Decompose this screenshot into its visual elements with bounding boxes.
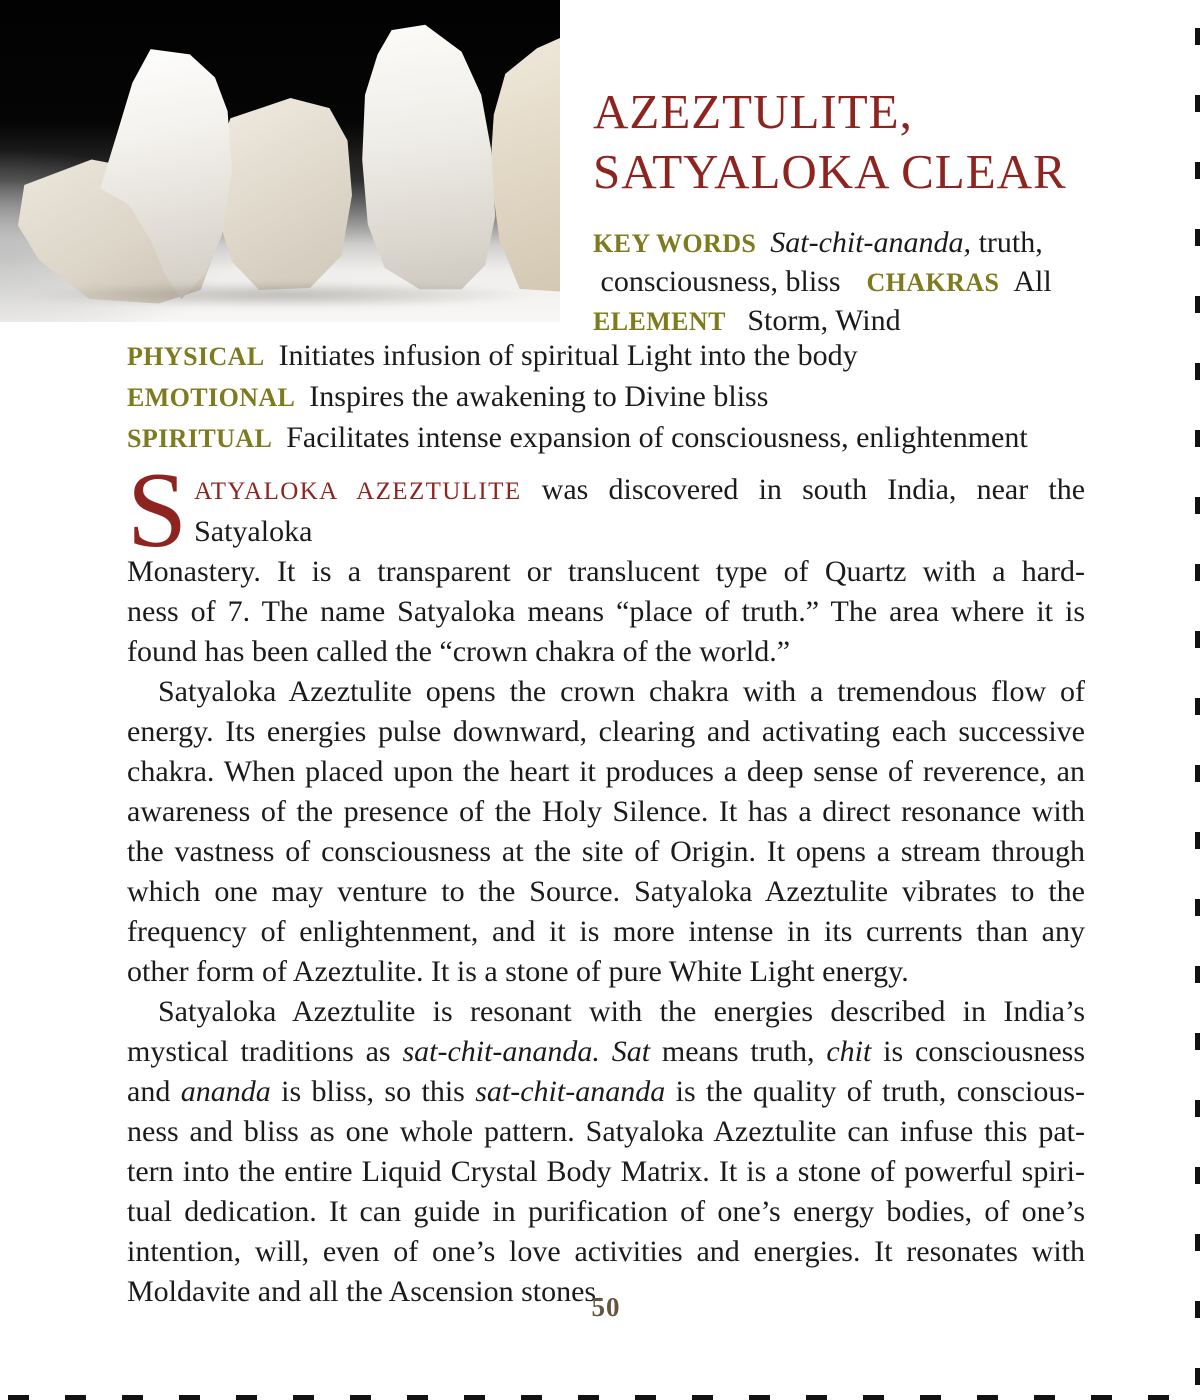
text-run-italic: chit bbox=[826, 1035, 872, 1068]
page-edge-mark bbox=[1195, 1301, 1200, 1318]
text-run-redcaps: ATYALOKA AZEZTULITE bbox=[194, 478, 522, 505]
keywords-block bbox=[593, 224, 1063, 341]
body-line bbox=[127, 1072, 1085, 1112]
text-run: All bbox=[1013, 265, 1052, 298]
body-line bbox=[127, 552, 1085, 592]
text-run: frequency of enlightenment, and it is more intense in its currents than any bbox=[127, 915, 1085, 948]
text-run-label: KEY WORDS bbox=[593, 229, 757, 258]
text-run: Storm, Wind bbox=[739, 304, 901, 337]
page-edge-mark bbox=[920, 1395, 941, 1400]
page-edge-mark bbox=[293, 1395, 314, 1400]
page-edge-mark bbox=[1148, 1395, 1169, 1400]
page-edge-mark bbox=[1195, 229, 1200, 246]
crystal-photo bbox=[0, 0, 560, 322]
paragraph bbox=[127, 451, 1086, 672]
page-edge-mark bbox=[977, 1395, 998, 1400]
page-title-line-2: SATYALOKA CLEAR bbox=[593, 144, 1067, 199]
crystal-shadow bbox=[20, 282, 540, 308]
attribute-label: PHYSICAL bbox=[127, 342, 265, 371]
body-line bbox=[127, 952, 1085, 992]
text-run: consciousness, bliss bbox=[593, 265, 841, 298]
page-edge-mark bbox=[1195, 296, 1200, 313]
body-text bbox=[127, 451, 1086, 1312]
text-run: is consciousness bbox=[871, 1035, 1085, 1068]
text-run: is bliss, so this bbox=[270, 1075, 476, 1108]
text-run: found has been called the “crown chakra of the world.” bbox=[127, 635, 791, 668]
text-run: truth, bbox=[971, 226, 1043, 259]
page-edge-mark bbox=[1195, 765, 1200, 782]
text-run: and bbox=[127, 1075, 181, 1108]
text-run-italic: sat-chit-ananda. Sat bbox=[402, 1035, 651, 1068]
page-edge-mark bbox=[1195, 28, 1200, 45]
page-title bbox=[593, 82, 1153, 202]
page-edge-mark bbox=[578, 1395, 599, 1400]
body-line bbox=[127, 832, 1085, 872]
text-run: Satyaloka Azeztulite is resonant with the energies described in India’s bbox=[158, 995, 1085, 1028]
page-edge-mark bbox=[521, 1395, 542, 1400]
text-run: chakra. When placed upon the heart it produces a deep sense of reverence, an bbox=[127, 755, 1085, 788]
text-run: Moldavite and all the Ascension stones. bbox=[127, 1275, 604, 1308]
text-run: mystical traditions as bbox=[127, 1035, 403, 1068]
page-edge-mark bbox=[122, 1395, 143, 1400]
attribute-text: Initiates infusion of spiritual Light into the body bbox=[278, 339, 858, 372]
attribute-row bbox=[127, 336, 1107, 377]
body-line bbox=[127, 1152, 1085, 1192]
attributes-block bbox=[127, 336, 1107, 459]
page-edge-mark bbox=[1195, 363, 1200, 380]
keywords-line bbox=[593, 224, 1063, 263]
page-edge-mark bbox=[1195, 899, 1200, 916]
page-edge-mark bbox=[1195, 1234, 1200, 1251]
page-edge-mark bbox=[65, 1395, 86, 1400]
crystal-shape-tall-right bbox=[358, 22, 498, 292]
text-run: intention, will, even of one’s love activities and energies. It resonates with bbox=[127, 1235, 1085, 1268]
page-title-line-1: AZEZTULITE, bbox=[593, 84, 913, 139]
paragraph bbox=[127, 992, 1085, 1312]
page-edge-mark bbox=[1195, 832, 1200, 849]
text-run: energy. Its energies pulse downward, clearing and activating each successive bbox=[127, 715, 1085, 748]
text-run: tern into the entire Liquid Crystal Body Matrix. It is a stone of powerful spiri- bbox=[127, 1155, 1085, 1188]
page-edge-mark bbox=[1034, 1395, 1055, 1400]
text-run: tual dedication. It can guide in purification of one’s energy bodies, of one’s bbox=[127, 1195, 1085, 1228]
body-line bbox=[127, 672, 1085, 712]
page-edge-mark bbox=[1195, 1167, 1200, 1184]
text-run-label: CHAKRAS bbox=[866, 268, 1000, 297]
text-run: which one may venture to the Source. Satyaloka Azeztulite vibrates to the bbox=[127, 875, 1085, 908]
text-run: ness of 7. The name Satyaloka means “place of truth.” The area where it is bbox=[127, 595, 1085, 628]
text-run: Satyaloka Azeztulite opens the crown chakra with a tremendous flow of bbox=[158, 675, 1085, 708]
text-run: was discovered in south India, near the Satyaloka bbox=[194, 473, 1086, 548]
page-edge-mark bbox=[464, 1395, 485, 1400]
page-edge-mark bbox=[1195, 631, 1200, 648]
text-run: Monastery. It is a transparent or translucent type of Quartz with a hard- bbox=[127, 555, 1085, 588]
text-run-italic: Sat-chit-ananda, bbox=[770, 226, 972, 259]
page-edge-mark bbox=[236, 1395, 257, 1400]
crystal-shape-far-right bbox=[488, 38, 560, 294]
page-edge-mark bbox=[179, 1395, 200, 1400]
page-number: 50 bbox=[591, 1292, 621, 1322]
text-run: awareness of the presence of the Holy Silence. It has a direct resonance with bbox=[127, 795, 1085, 828]
drop-cap: S bbox=[127, 451, 188, 570]
page-edge-mark bbox=[1195, 95, 1200, 112]
body-line bbox=[127, 992, 1085, 1032]
body-line bbox=[127, 752, 1085, 792]
attribute-text: Inspires the awakening to Divine bliss bbox=[309, 380, 769, 413]
page-edge-mark bbox=[1091, 1395, 1112, 1400]
body-line bbox=[127, 1192, 1085, 1232]
body-line bbox=[127, 792, 1085, 832]
text-run-italic: sat-chit-ananda bbox=[475, 1075, 666, 1108]
page-edge-mark bbox=[1195, 1033, 1200, 1050]
page-edge-mark bbox=[1195, 430, 1200, 447]
page-edge-mark bbox=[407, 1395, 428, 1400]
attribute-label: SPIRITUAL bbox=[127, 424, 273, 453]
page-edge-mark bbox=[806, 1395, 827, 1400]
page-edge-mark bbox=[749, 1395, 770, 1400]
text-run: means truth, bbox=[650, 1035, 827, 1068]
page-edge-mark bbox=[635, 1395, 656, 1400]
body-line bbox=[127, 1232, 1085, 1272]
page-edge-mark bbox=[350, 1395, 371, 1400]
text-run-italic: ananda bbox=[180, 1075, 271, 1108]
text-run-label: ELEMENT bbox=[593, 307, 726, 336]
attribute-text: Facilitates intense expansion of consciousness, enlightenment bbox=[286, 421, 1028, 454]
body-line bbox=[127, 1112, 1085, 1152]
body-line bbox=[127, 632, 1085, 672]
body-line bbox=[127, 872, 1085, 912]
text-run: ness and bliss as one whole pattern. Satyaloka Azeztulite can infuse this pat- bbox=[127, 1115, 1085, 1148]
body-line bbox=[127, 1032, 1085, 1072]
attribute-label: EMOTIONAL bbox=[127, 383, 296, 412]
attribute-row bbox=[127, 418, 1107, 459]
text-run: other form of Azeztulite. It is a stone of pure White Light energy. bbox=[127, 955, 909, 988]
attribute-row bbox=[127, 377, 1107, 418]
text-run: is the quality of truth, conscious- bbox=[665, 1075, 1085, 1108]
body-line bbox=[127, 451, 1086, 570]
page-edge-mark bbox=[8, 1395, 29, 1400]
body-line bbox=[127, 712, 1085, 752]
body-line bbox=[127, 912, 1085, 952]
page-edge-mark bbox=[1195, 1368, 1200, 1385]
page-edge-mark bbox=[1195, 564, 1200, 581]
page-edge-mark bbox=[863, 1395, 884, 1400]
keywords-line bbox=[593, 263, 1063, 302]
page-edge-mark bbox=[1195, 497, 1200, 514]
page-edge-mark bbox=[1195, 966, 1200, 983]
paragraph bbox=[127, 672, 1085, 992]
page-edge-mark bbox=[692, 1395, 713, 1400]
body-line bbox=[127, 592, 1085, 632]
page-edge-mark bbox=[1195, 162, 1200, 179]
page-edge-mark bbox=[1195, 1100, 1200, 1117]
text-run: the vastness of consciousness at the site of Origin. It opens a stream through bbox=[127, 835, 1085, 868]
page-edge-mark bbox=[1195, 698, 1200, 715]
